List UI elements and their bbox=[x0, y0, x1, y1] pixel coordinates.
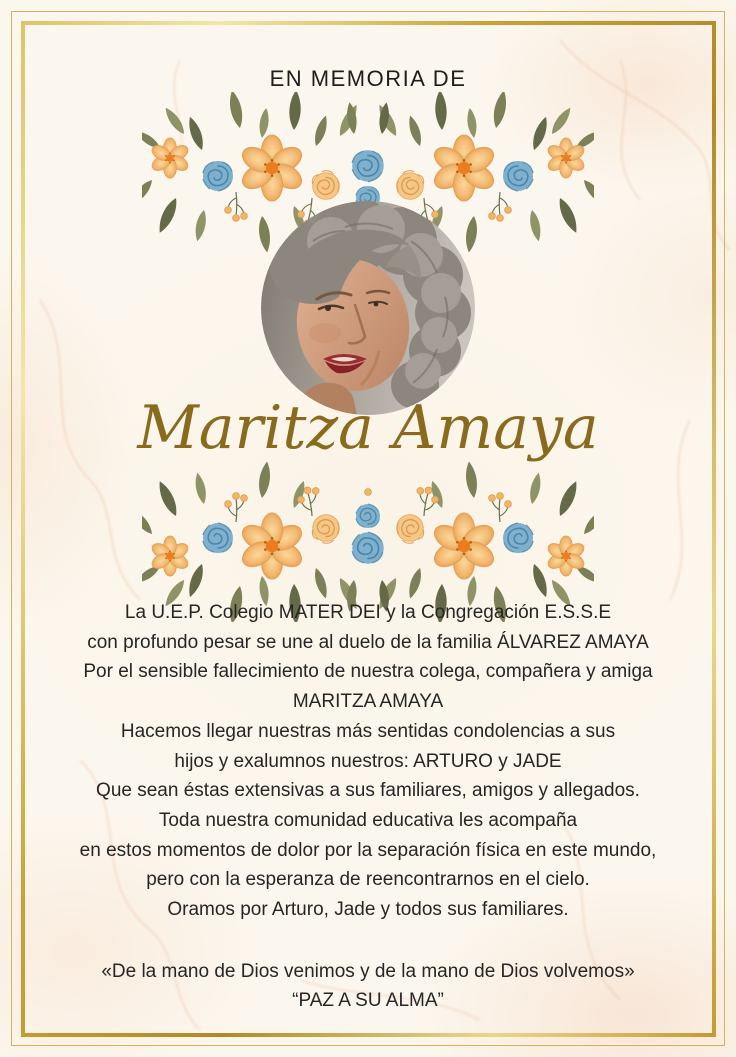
condolence-line: Por el sensible fallecimiento de nuestra colega, compañera y amiga bbox=[83, 661, 653, 683]
condolence-text bbox=[0, 598, 736, 1016]
condolence-line: hijos y exalumnos nuestros: ARTURO y JADE bbox=[174, 750, 562, 772]
deceased-name: Maritza Amaya bbox=[137, 393, 599, 463]
quote-line: «De la mano de Dios venimos y de la mano de Dios volvemos» bbox=[101, 960, 635, 982]
condolence-line: Oramos por Arturo, Jade y todos sus familiares. bbox=[167, 899, 569, 921]
condolence-line: Toda nuestra comunidad educativa les acompaña bbox=[158, 809, 578, 831]
quote-block bbox=[0, 957, 736, 1016]
woman-portrait-illustration bbox=[261, 201, 475, 415]
condolence-line: pero con la esperanza de reencontrarnos en el cielo. bbox=[146, 869, 590, 891]
condolence-line: con profundo pesar se une al duelo de la familia ÁLVAREZ AMAYA bbox=[87, 631, 649, 653]
portrait-photo bbox=[261, 201, 475, 415]
condolence-line: Hacemos llegar nuestras más sentidas condolencias a sus bbox=[120, 720, 616, 742]
condolence-line: La U.E.P. Colegio MATER DEI y la Congregación E.S.S.E bbox=[124, 602, 612, 623]
memorial-header: EN MEMORIA DE bbox=[269, 66, 467, 91]
condolence-line: en estos momentos de dolor por la separación física en este mundo, bbox=[79, 839, 657, 861]
quote-line: “PAZ A SU ALMA” bbox=[292, 990, 444, 1012]
condolence-line: MARITZA AMAYA bbox=[292, 691, 444, 713]
condolence-line: Que sean éstas extensivas a sus familiares, amigos y allegados. bbox=[96, 780, 640, 802]
